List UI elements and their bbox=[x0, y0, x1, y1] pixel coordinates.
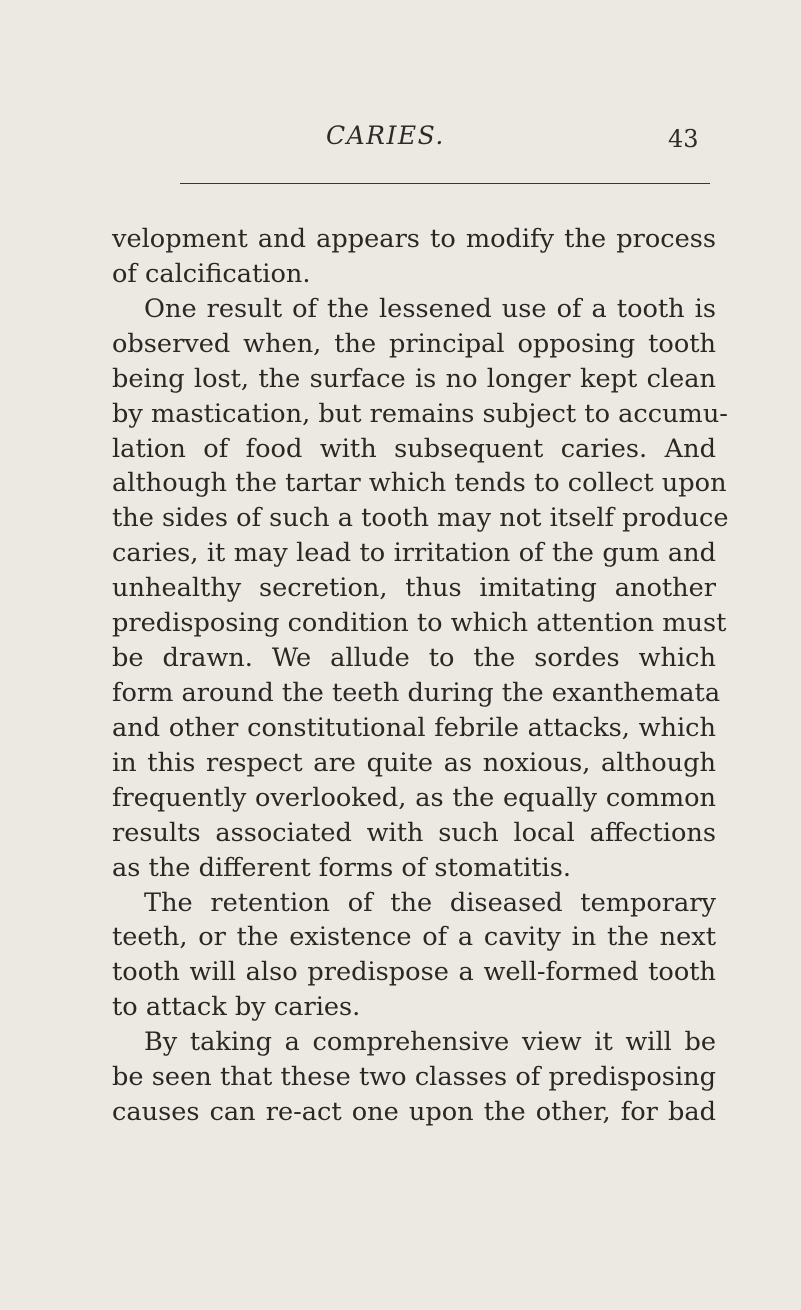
text-line: in this respect are quite as noxious, although bbox=[112, 747, 716, 778]
text-line: tooth will also predispose a well-formed tooth bbox=[112, 957, 716, 988]
text-line: and other constitutional febrile attacks, which bbox=[112, 712, 716, 743]
text-line: The retention of the diseased temporary bbox=[144, 887, 716, 918]
text-line: by mastication, but remains subject to accumu- bbox=[112, 398, 728, 429]
text-line: caries, it may lead to irritation of the gum and bbox=[112, 538, 716, 569]
running-title: CARIES. bbox=[326, 121, 445, 150]
text-line: the sides of such a tooth may not itself produce bbox=[112, 503, 729, 534]
text-line: of calcification. bbox=[112, 258, 311, 289]
text-line: form around the teeth during the exanthemata bbox=[112, 677, 721, 708]
running-head bbox=[0, 121, 801, 161]
text-line: causes can re-act one upon the other, for bad bbox=[112, 1097, 716, 1128]
text-line: be drawn. We allude to the sordes which bbox=[112, 643, 716, 674]
text-line: velopment and appears to modify the process bbox=[112, 224, 716, 254]
header-rule bbox=[180, 183, 710, 184]
page-number: 43 bbox=[668, 125, 699, 153]
text-line: to attack by caries. bbox=[112, 992, 361, 1023]
text-line: as the different forms of stomatitis. bbox=[112, 852, 572, 883]
text-line: observed when, the principal opposing tooth bbox=[112, 328, 716, 359]
text-line: be seen that these two classes of predisposing bbox=[112, 1062, 716, 1093]
text-line: One result of the lessened use of a tooth is bbox=[144, 293, 716, 324]
text-line: By taking a comprehensive view it will be bbox=[144, 1027, 716, 1058]
text-line: unhealthy secretion, thus imitating another bbox=[112, 573, 716, 604]
text-line: although the tartar which tends to collect upon bbox=[112, 468, 727, 499]
body-text bbox=[112, 222, 729, 1130]
text-line: being lost, the surface is no longer kept clean bbox=[112, 363, 716, 394]
text-line: results associated with such local affections bbox=[112, 817, 716, 848]
text-line: frequently overlooked, as the equally common bbox=[112, 782, 716, 813]
text-line: lation of food with subsequent caries. And bbox=[112, 433, 716, 464]
text-line: teeth, or the existence of a cavity in the next bbox=[112, 922, 716, 953]
text-line: predisposing condition to which attention must bbox=[112, 608, 727, 639]
